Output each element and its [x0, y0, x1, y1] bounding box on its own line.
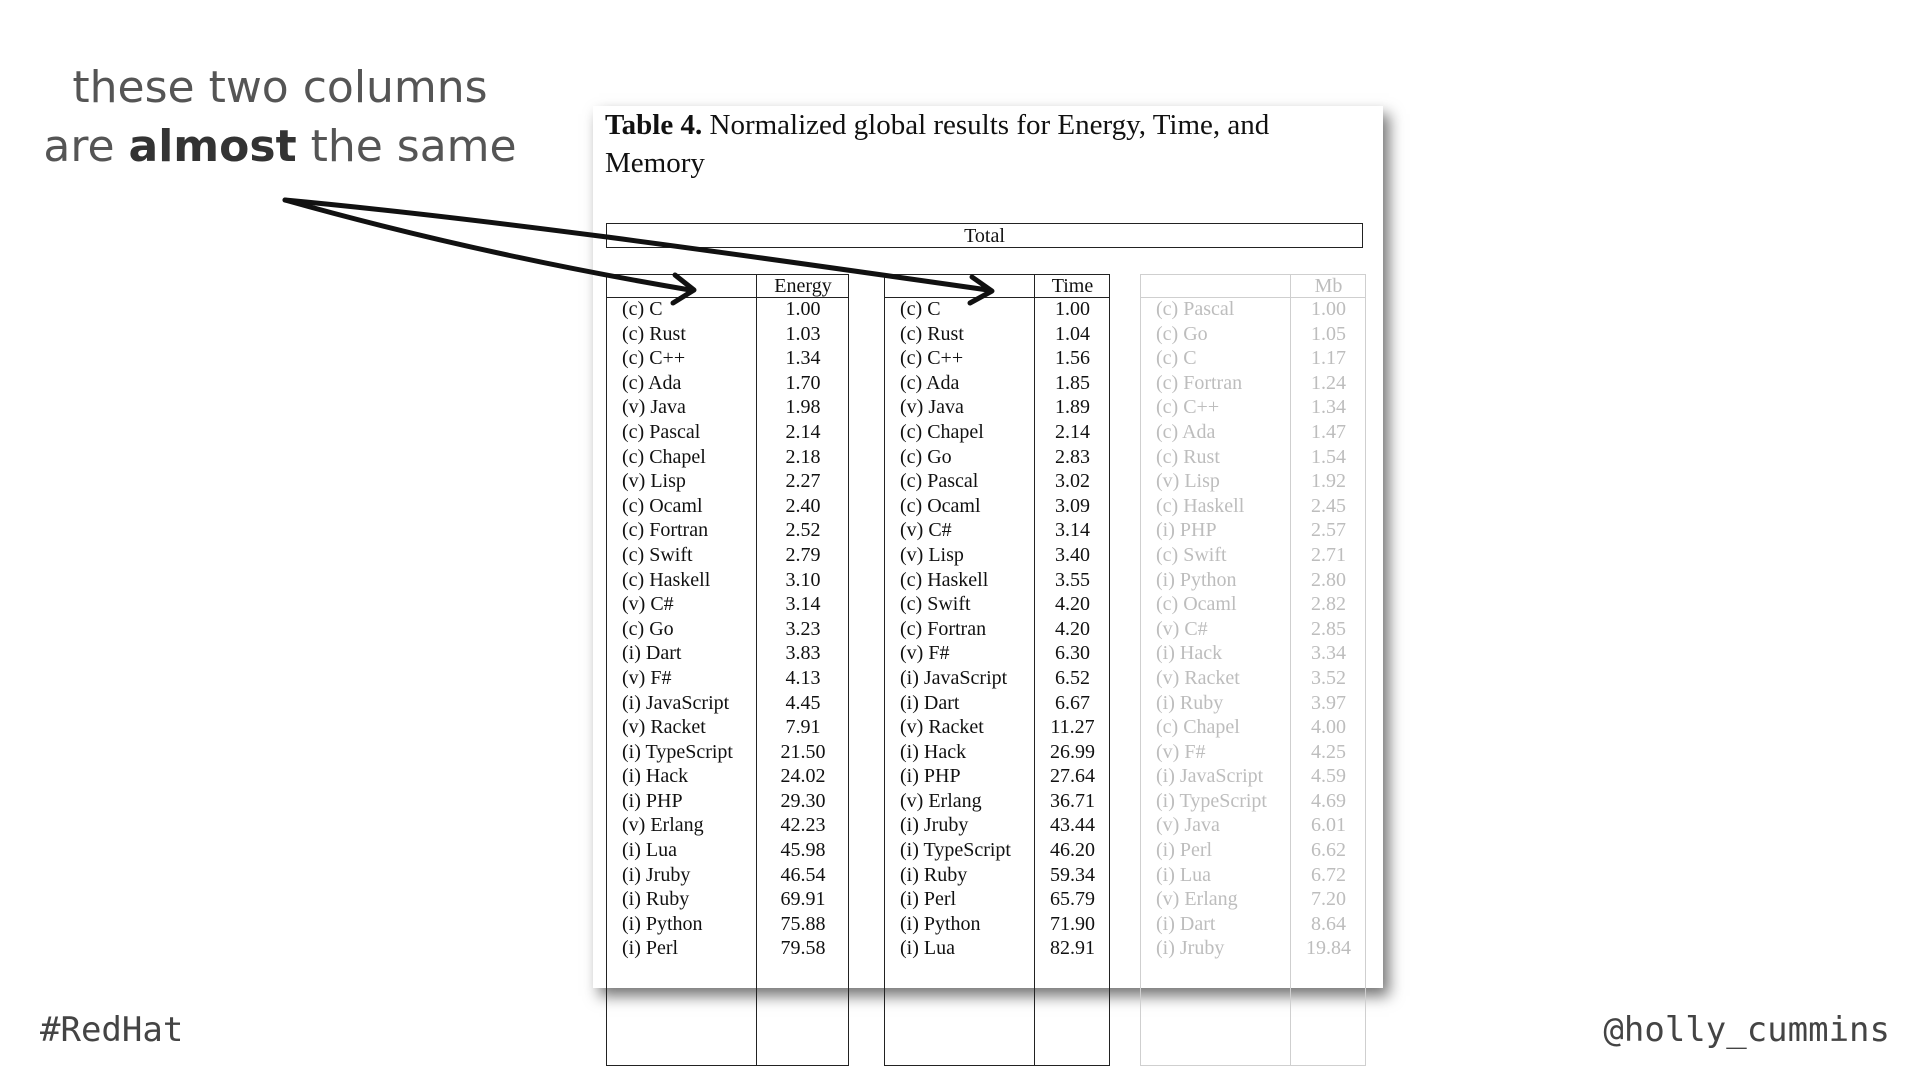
- value-cell: 1.04: [1055, 322, 1090, 345]
- value-cell: 4.59: [1311, 765, 1346, 788]
- language-cell: (v) Lisp: [1156, 470, 1220, 493]
- language-cell: (v) C#: [1156, 617, 1208, 640]
- language-cell: (v) C#: [900, 519, 952, 542]
- language-cell: (c) C: [900, 298, 941, 320]
- value-cell: 26.99: [1050, 740, 1095, 763]
- value-cell: 1.34: [1311, 396, 1346, 419]
- value-cell: 27.64: [1050, 765, 1095, 788]
- language-cell: (c) Swift: [1156, 543, 1227, 566]
- value-cell: 1.17: [1311, 347, 1346, 370]
- language-cell: (i) Lua: [900, 937, 955, 960]
- language-cell: (i) Python: [900, 912, 981, 935]
- value-cell: 4.13: [785, 666, 821, 689]
- value-cell: 3.40: [1055, 543, 1090, 566]
- language-cell: (c) Ocaml: [1156, 593, 1237, 616]
- value-cell: 6.01: [1311, 814, 1346, 837]
- value-cell: 1.05: [1311, 322, 1346, 345]
- total-header: Total: [606, 223, 1363, 248]
- time-header: Time: [1051, 275, 1094, 297]
- value-cell: 59.34: [1050, 863, 1095, 886]
- language-cell: (i) PHP: [622, 789, 683, 812]
- language-cell: (i) Jruby: [622, 863, 691, 886]
- value-cell: 6.62: [1311, 839, 1346, 862]
- language-cell: (c) Ocaml: [622, 494, 703, 517]
- value-cell: 4.25: [1311, 740, 1346, 763]
- language-cell: (c) Rust: [1156, 445, 1220, 468]
- value-cell: 4.20: [1055, 617, 1090, 640]
- callout-rest: the same: [296, 121, 517, 172]
- value-cell: 2.14: [785, 420, 821, 443]
- value-cell: 2.45: [1311, 494, 1346, 517]
- language-cell: (c) C++: [622, 347, 686, 370]
- value-cell: 79.58: [780, 937, 826, 960]
- language-cell: (v) C#: [622, 593, 674, 616]
- language-cell: (c) Fortran: [622, 519, 709, 542]
- language-cell: (i) Hack: [622, 765, 689, 788]
- language-cell: (i) Hack: [1156, 642, 1223, 665]
- value-cell: 3.09: [1055, 494, 1090, 517]
- language-cell: (c) Chapel: [1156, 716, 1240, 739]
- language-cell: (c) Haskell: [622, 568, 711, 591]
- value-cell: 3.23: [785, 617, 821, 640]
- value-cell: 4.20: [1055, 593, 1090, 616]
- language-cell: (i) Dart: [622, 642, 682, 665]
- language-cell: (i) Dart: [1156, 912, 1216, 935]
- value-cell: 1.98: [785, 396, 821, 419]
- value-cell: 3.02: [1055, 470, 1090, 493]
- language-cell: (i) Jruby: [900, 814, 969, 837]
- value-cell: 2.57: [1311, 519, 1346, 542]
- language-cell: (i) Python: [1156, 568, 1237, 591]
- value-cell: 3.10: [785, 568, 821, 591]
- language-cell: (c) Swift: [900, 593, 971, 616]
- language-cell: (i) PHP: [1156, 519, 1217, 542]
- hashtag-footer: #RedHat: [40, 1010, 184, 1050]
- language-cell: (c) Chapel: [900, 420, 984, 443]
- twitter-handle-footer: @holly_cummins: [1603, 1010, 1890, 1050]
- value-cell: 3.14: [785, 593, 821, 616]
- value-cell: 2.14: [1055, 420, 1090, 443]
- language-cell: (i) Python: [622, 912, 703, 935]
- value-cell: 1.24: [1311, 371, 1346, 394]
- language-cell: (c) C++: [1156, 396, 1220, 419]
- value-cell: 3.14: [1055, 519, 1090, 542]
- value-cell: 7.91: [785, 716, 821, 739]
- callout-line-1: these two columns: [72, 62, 488, 113]
- language-cell: (i) PHP: [900, 765, 961, 788]
- language-cell: (i) TypeScript: [622, 740, 733, 763]
- language-cell: (i) Perl: [622, 937, 679, 960]
- language-cell: (v) F#: [622, 666, 672, 689]
- language-cell: (c) Swift: [622, 543, 693, 566]
- value-cell: 3.83: [785, 642, 821, 665]
- value-cell: 3.52: [1311, 666, 1346, 689]
- value-cell: 4.69: [1311, 789, 1346, 812]
- value-cell: 2.83: [1055, 445, 1090, 468]
- language-cell: (i) Ruby: [622, 888, 690, 911]
- language-cell: (v) Erlang: [1156, 888, 1238, 911]
- language-cell: (c) C: [622, 298, 663, 320]
- language-cell: (v) Erlang: [622, 814, 704, 837]
- language-cell: (i) Lua: [1156, 863, 1211, 886]
- value-cell: 45.98: [780, 839, 826, 862]
- language-cell: (v) Racket: [1156, 666, 1240, 689]
- language-cell: (c) Rust: [900, 322, 964, 345]
- language-cell: (c) Go: [622, 617, 674, 640]
- value-cell: 1.03: [785, 322, 821, 345]
- language-cell: (i) Lua: [622, 839, 677, 862]
- value-cell: 1.89: [1055, 396, 1090, 419]
- value-cell: 1.00: [1311, 298, 1346, 320]
- language-cell: (i) Ruby: [900, 863, 968, 886]
- callout-emphasis: almost: [128, 121, 297, 172]
- value-cell: 8.64: [1311, 912, 1346, 935]
- language-cell: (v) Racket: [900, 716, 984, 739]
- language-cell: (v) Lisp: [622, 470, 686, 493]
- value-cell: 2.79: [785, 543, 821, 566]
- language-cell: (v) Java: [900, 396, 964, 419]
- language-cell: (i) Ruby: [1156, 691, 1224, 714]
- value-cell: 46.20: [1050, 839, 1095, 862]
- language-cell: (c) Go: [900, 445, 952, 468]
- language-cell: (c) C++: [900, 347, 964, 370]
- language-cell: (c) Haskell: [900, 568, 989, 591]
- value-cell: 3.97: [1311, 691, 1346, 714]
- value-cell: 7.20: [1311, 888, 1346, 911]
- value-cell: 2.71: [1311, 543, 1346, 566]
- value-cell: 2.80: [1311, 568, 1346, 591]
- language-cell: (v) Java: [1156, 814, 1220, 837]
- value-cell: 42.23: [780, 814, 826, 837]
- arrow-to-energy: [285, 200, 690, 290]
- language-cell: (i) Perl: [1156, 839, 1213, 862]
- language-cell: (c) C: [1156, 347, 1197, 370]
- value-cell: 36.71: [1050, 789, 1095, 812]
- table-caption-text: Normalized global results for Energy, Time, and Memory: [605, 109, 1270, 179]
- language-cell: (c) Ada: [622, 371, 682, 394]
- value-cell: 6.72: [1311, 863, 1346, 886]
- language-cell: (c) Rust: [622, 322, 686, 345]
- value-cell: 1.92: [1311, 470, 1346, 493]
- value-cell: 2.52: [785, 519, 821, 542]
- value-cell: 3.34: [1311, 642, 1346, 665]
- language-cell: (c) Pascal: [1156, 298, 1235, 320]
- value-cell: 2.82: [1311, 593, 1346, 616]
- language-cell: (v) Erlang: [900, 789, 982, 812]
- memory-header: Mb: [1314, 275, 1343, 297]
- value-cell: 1.47: [1311, 420, 1346, 443]
- language-cell: (c) Fortran: [1156, 371, 1243, 394]
- language-cell: (v) Lisp: [900, 543, 964, 566]
- language-cell: (i) JavaScript: [900, 666, 1008, 689]
- language-cell: (i) JavaScript: [622, 691, 730, 714]
- value-cell: 6.67: [1055, 691, 1090, 714]
- language-cell: (i) JavaScript: [1156, 765, 1264, 788]
- language-cell: (i) Jruby: [1156, 937, 1225, 960]
- language-cell: (c) Ada: [1156, 420, 1216, 443]
- language-cell: (c) Chapel: [622, 445, 706, 468]
- value-cell: 19.84: [1306, 937, 1351, 960]
- arrow-to-time: [285, 200, 988, 290]
- language-cell: (v) F#: [1156, 740, 1206, 763]
- language-cell: (i) TypeScript: [900, 839, 1011, 862]
- value-cell: 1.34: [785, 347, 821, 370]
- language-cell: (c) Ada: [900, 371, 960, 394]
- language-cell: (c) Fortran: [900, 617, 987, 640]
- value-cell: 46.54: [780, 863, 826, 886]
- value-cell: 75.88: [780, 912, 826, 935]
- language-cell: (v) Racket: [622, 716, 706, 739]
- value-cell: 1.54: [1311, 445, 1346, 468]
- value-cell: 6.30: [1055, 642, 1090, 665]
- language-cell: (i) Perl: [900, 888, 957, 911]
- language-cell: (c) Haskell: [1156, 494, 1245, 517]
- energy-header: Energy: [774, 275, 832, 297]
- value-cell: 2.27: [785, 470, 821, 493]
- language-cell: (i) Dart: [900, 691, 960, 714]
- value-cell: 1.70: [785, 371, 821, 394]
- value-cell: 4.00: [1311, 716, 1346, 739]
- language-cell: (c) Pascal: [900, 470, 979, 493]
- callout-are: are: [43, 121, 129, 172]
- value-cell: 4.45: [785, 691, 821, 714]
- value-cell: 24.02: [780, 765, 826, 788]
- value-cell: 2.40: [785, 494, 821, 517]
- value-cell: 82.91: [1050, 937, 1095, 960]
- value-cell: 1.00: [1055, 298, 1090, 320]
- language-cell: (c) Ocaml: [900, 494, 981, 517]
- language-cell: (i) Hack: [900, 740, 967, 763]
- value-cell: 2.18: [785, 445, 821, 468]
- value-cell: 65.79: [1050, 888, 1095, 911]
- language-cell: (c) Go: [1156, 322, 1208, 345]
- value-cell: 71.90: [1050, 912, 1095, 935]
- language-cell: (v) F#: [900, 642, 950, 665]
- value-cell: 43.44: [1050, 814, 1095, 837]
- value-cell: 1.56: [1055, 347, 1090, 370]
- language-cell: (v) Java: [622, 396, 686, 419]
- language-cell: (i) TypeScript: [1156, 789, 1267, 812]
- value-cell: 2.85: [1311, 617, 1346, 640]
- value-cell: 1.00: [785, 298, 821, 320]
- value-cell: 3.55: [1055, 568, 1090, 591]
- value-cell: 1.85: [1055, 371, 1090, 394]
- language-cell: (c) Pascal: [622, 420, 701, 443]
- value-cell: 29.30: [780, 789, 826, 812]
- value-cell: 21.50: [780, 740, 826, 763]
- value-cell: 6.52: [1055, 666, 1090, 689]
- value-cell: 11.27: [1050, 716, 1095, 739]
- table-caption-number: Table 4.: [605, 109, 703, 141]
- value-cell: 69.91: [780, 888, 826, 911]
